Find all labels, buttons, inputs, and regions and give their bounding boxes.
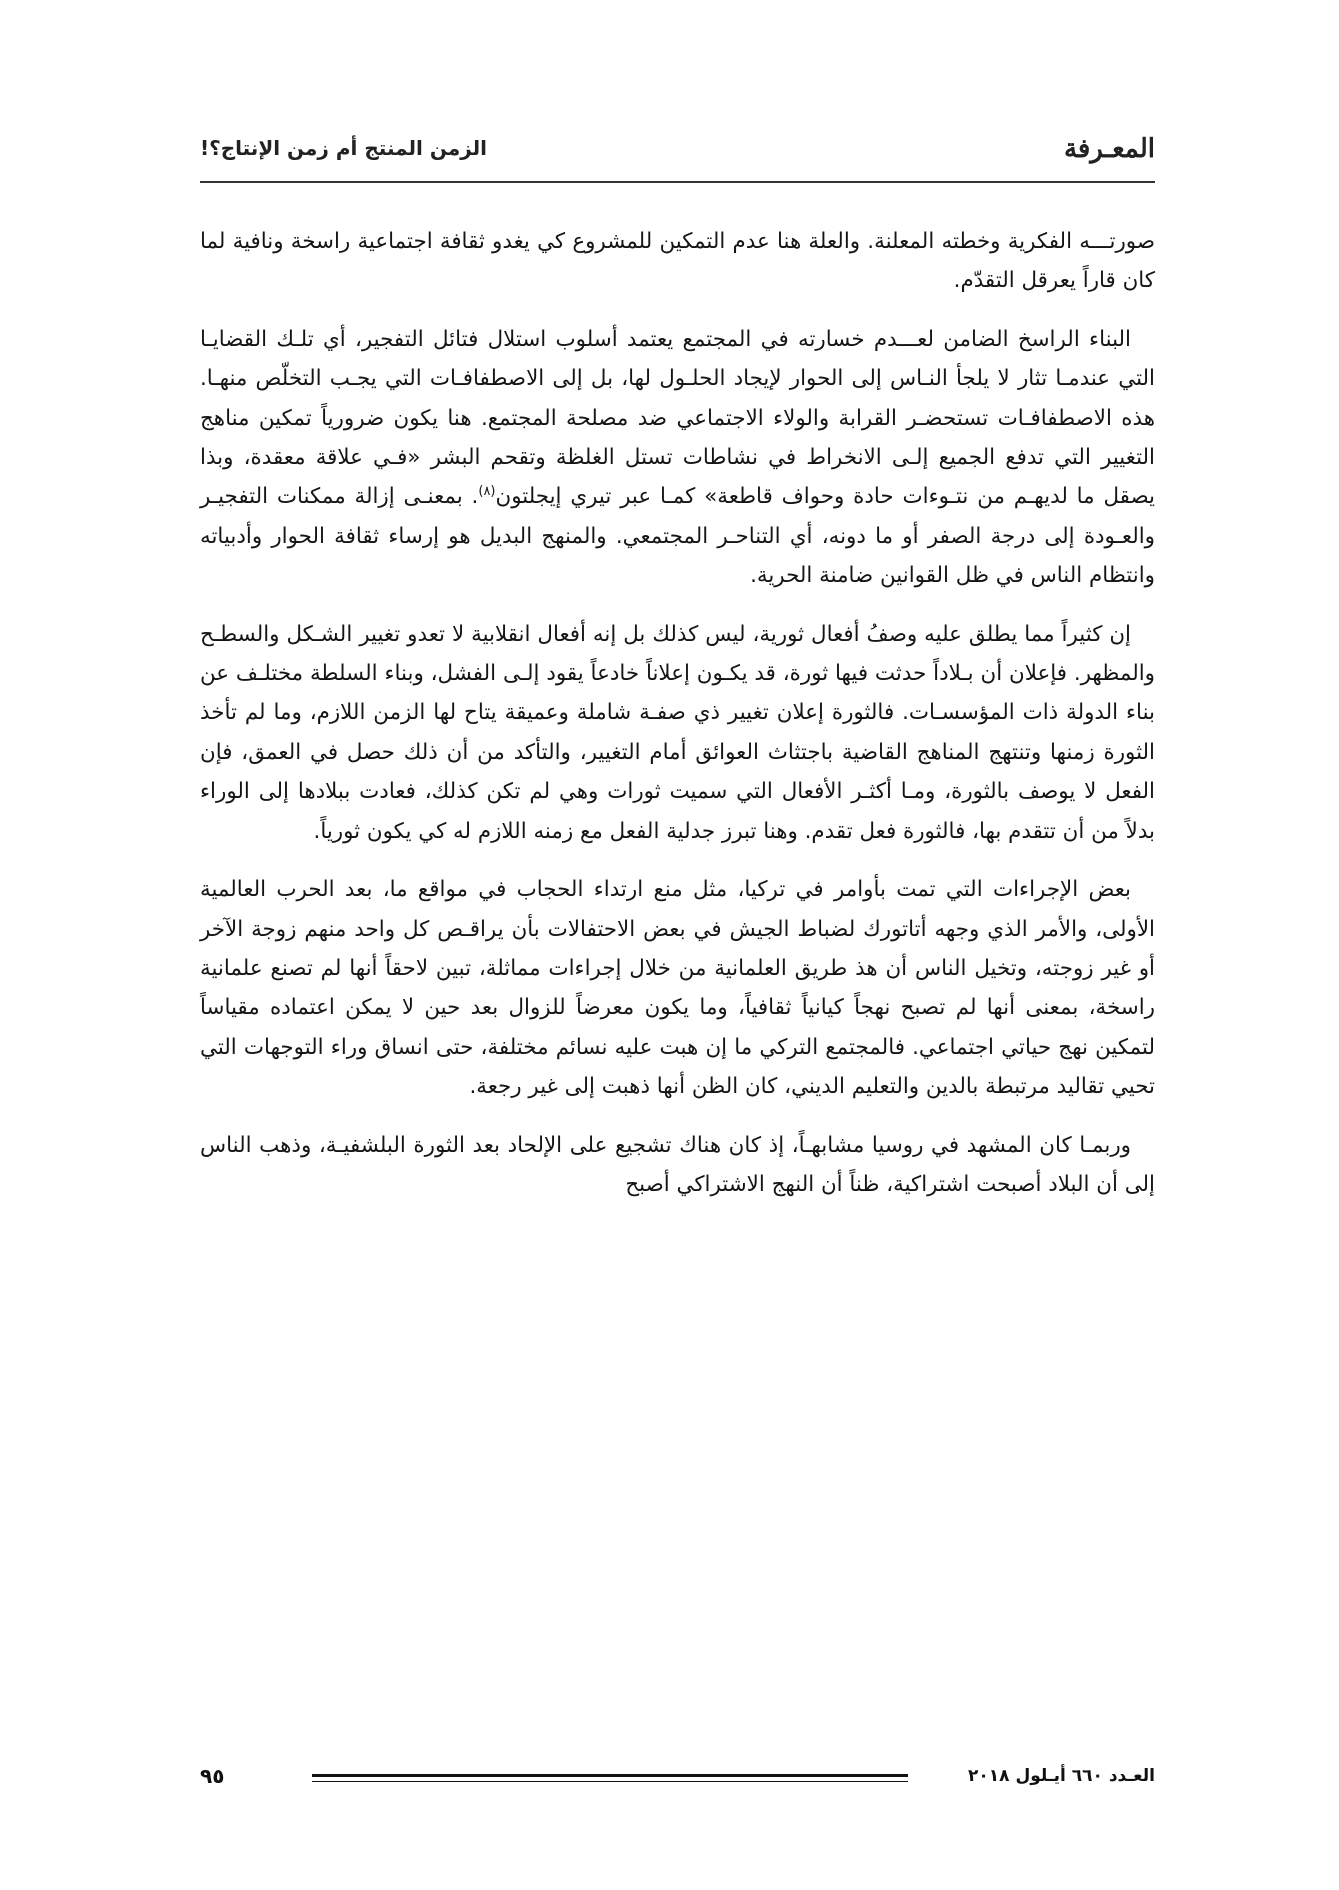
footer-divider-thin xyxy=(312,1781,908,1782)
paragraph-2-tail: . بمعنـى إزالة ممكنات التفجيـر والعـودة إلى درجة الصفر أو ما دونه، أي التناحـر المجتمعي. والمنهج البديل هو إرساء ثقافة الحوار وأدبياته وانتظام الناس في ظل القوانين ضامنة الحرية. xyxy=(200,484,1155,589)
issue-info: العـدد ٦٦٠ أيـلول ٢٠١٨ xyxy=(968,1766,1155,1786)
paragraph-2-text: البناء الراسخ الضامن لعـــدم خسارته في المجتمع يعتمد أسلوب استلال فتائل التفجير، أي تلـك القضايـا التي عندمـا تثار لا يلجأ النـاس إلى الحوار لإيجاد الحلـول لها، بل إلى الاصطفافـات التي يجـب التخلّص منهـا. هذه الاصطفافـات تستحضـر القرابة والولاء الاجتماعي ضد مصلحة المجتمع. هنا يكون ضرورياً تمكين مناهج التغيير التي تدفع الجميع إلـى الانخراط في نشاطات تستل الغلظة وتقحم البشر «فـي علاقة معقدة، وبذا يصقل ما لديهـم من نتـوءات حادة وحواف قاطعة» كمـا عبر تيري إيجلتون xyxy=(200,326,1156,510)
paragraph-5: وربمـا كان المشهد في روسيا مشابهـاً، إذ كان هناك تشجيع على الإلحاد بعد الثورة البلشفيـة، وذهب الناس إلى أن البلاد أصبحت اشتراكية، ظناً أن النهج الاشتراكي أصبح xyxy=(200,1132,1155,1197)
paragraph-3: إن كثيراً مما يطلق عليه وصفُ أفعال ثورية، ليس كذلك بل إنه أفعال انقلابية لا تعدو تغيير الشـكل والسطـح والمظهر. فإعلان أن بـلاداً حدثت فيها ثورة، قد يكـون إعلاناً خادعاً يقود إلـى الفشل، وبناء السلطة مختلـف عن بناء الدولة ذات المؤسسـات. فالثورة إعلان تغيير ذي صفـة شاملة وعميقة يتاح لها الزمن اللازم، وما لم تأخذ الثورة زمنها وتنتهج المناهج القاضية باجتثاث العوائق أمام التغيير، والتأكد من أن ذلك حصل في العمق، فإن الفعل لا يوصف بالثورة، ومـا أكثـر الأفعال التي سميت ثورات وهي لم تكن كذلك، فعادت ببلادها إلى الوراء بدلاً من أن تتقدم بها، فالثورة فعل تقدم. وهنا تبرز جدلية الفعل مع زمنه اللازم له كي يكون ثورياً. xyxy=(200,621,1155,844)
page-footer xyxy=(200,1758,1155,1798)
header-divider xyxy=(200,181,1155,183)
paragraph-2 xyxy=(200,320,1155,596)
footnote-reference[interactable]: (٨) xyxy=(478,484,496,500)
paragraph-1: صورتـــه الفكرية وخطته المعلنة. والعلة هنا عدم التمكين للمشروع كي يغدو ثقافة اجتماعية راسخة ونافية لما كان قاراً يعرقل التقدّم. xyxy=(200,229,1155,294)
article-body xyxy=(200,222,1155,1223)
magazine-logo: المعـرفة xyxy=(1063,134,1155,164)
paragraph-4: بعض الإجراءات التي تمت بأوامر في تركيا، مثل منع ارتداء الحجاب في مواقع ما، بعد الحرب العالمية الأولى، والأمر الذي وجهه أتاتورك لضباط الجيش في بعض الاحتفالات بأن يراقـص كل واحد منهم زوجة الآخر أو غير زوجته، وتخيل الناس أن هذ طريق العلمانية من خلال إجراءات مماثلة، تبين لاحقاً أنها لم تصنع علمانية راسخة، بمعنى أنها لم تصبح نهجاً كيانياً ثقافياً، وما يكون معرضاً للزوال بعد حين لا يمكن اعتماده مقياساً لتمكين نهج حياتي اجتماعي. فالمجتمع التركي ما إن هبت عليه نسائم مختلفة، حتى انساق وراء التوجهات التي تحيي تقاليد مرتبطة بالدين والتعليم الديني، كان الظن أنها ذهبت إلى غير رجعة. xyxy=(200,877,1155,1100)
page-number: ٩٥ xyxy=(200,1764,225,1788)
article-title: الزمن المنتج أم زمن الإنتاج؟! xyxy=(200,136,488,160)
footer-divider-thick xyxy=(312,1774,908,1777)
running-header xyxy=(200,120,1155,170)
